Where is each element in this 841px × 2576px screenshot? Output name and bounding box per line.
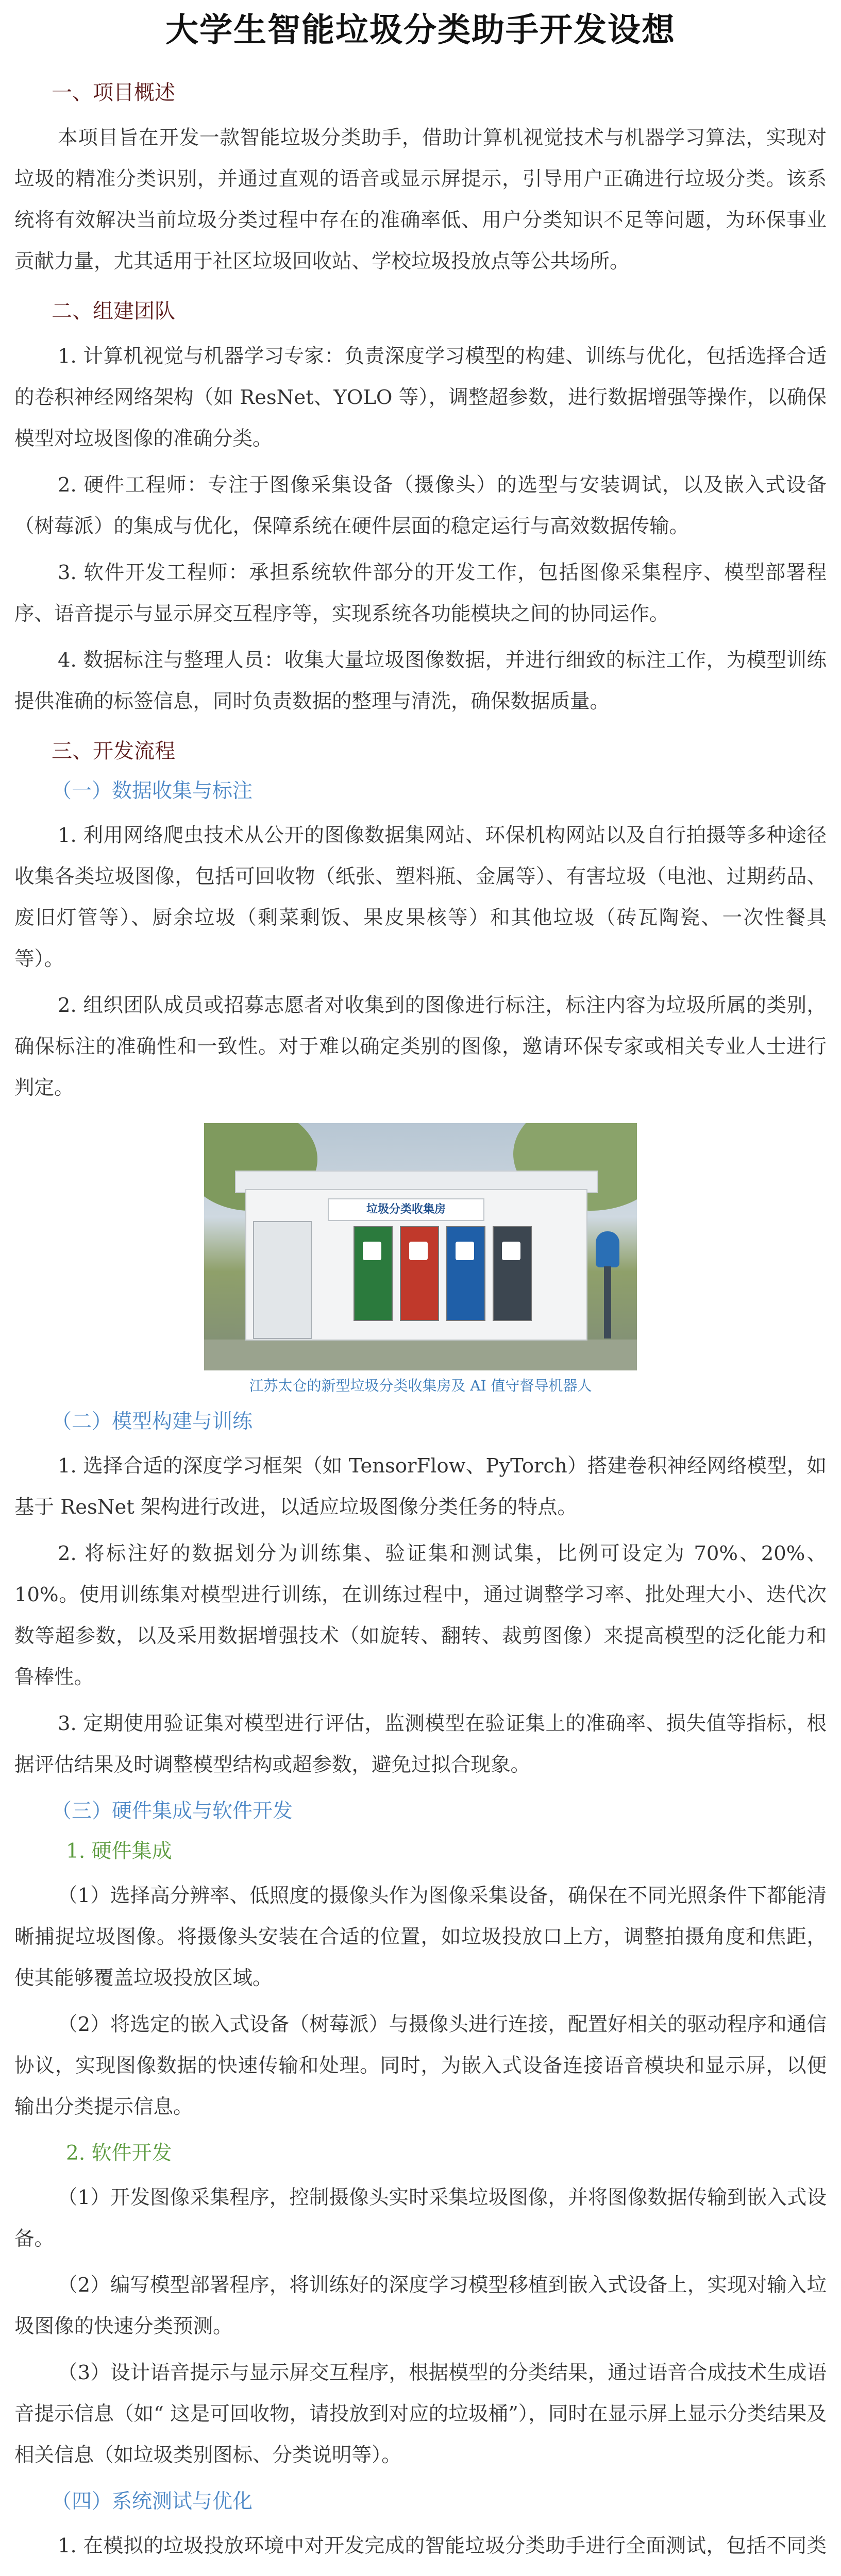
subheading-model-training: （二）模型构建与训练: [52, 1410, 253, 1433]
subheading-software: 2. 软件开发: [66, 2142, 172, 2165]
bin-hazardous: [400, 1226, 439, 1321]
recycle-icon: [363, 1242, 381, 1260]
robot-icon: [596, 1231, 619, 1267]
subheading-testing: （四）系统测试与优化: [52, 2490, 253, 2513]
subheading-hw-sw: （三）硬件集成与软件开发: [52, 1800, 293, 1823]
section-heading-process: 三、开发流程: [52, 739, 175, 763]
other-waste-icon: [502, 1242, 520, 1260]
hardware-paragraph-1: （1）选择高分辨率、低照度的摄像头作为图像采集设备，确保在不同光照条件下都能清晰捕捉垃圾图像。将摄像头安装在合适的位置，如垃圾投放口上方，调整拍摄角度和焦距，使其能够覆盖垃圾投放区域。: [14, 1884, 827, 1990]
subheading-data-collection: （一）数据收集与标注: [52, 779, 253, 803]
team-paragraph-4: 4. 数据标注与整理人员：收集大量垃圾图像数据，并进行细致的标注工作，为模型训练提供准确的标签信息，同时负责数据的整理与清洗，确保数据质量。: [14, 649, 827, 713]
hardware-paragraph-2: （2）将选定的嵌入式设备（树莓派）与摄像头进行连接，配置好相关的驱动程序和通信协议，实现图像数据的快速传输和处理。同时，为嵌入式设备连接语音模块和显示屏，以便输出分类提示信息。: [14, 2013, 827, 2119]
model-paragraph-3: 3. 定期使用验证集对模型进行评估，监测模型在验证集上的准确率、损失值等指标，根据评估结果及时调整模型结构或超参数，避免过拟合现象。: [14, 1712, 827, 1776]
team-paragraph-1: 1. 计算机视觉与机器学习专家：负责深度学习模型的构建、训练与优化，包括选择合适的卷积神经网络架构（如 ResNet、YOLO 等），调整超参数，进行数据增强等操作，以确保模型对垃圾图像的准确分类。: [14, 345, 827, 450]
software-paragraph-2: （2）编写模型部署程序，将训练好的深度学习模型移植到嵌入式设备上，实现对输入垃圾图像的快速分类预测。: [14, 2274, 827, 2338]
photo-caption: 江苏太仓的新型垃圾分类收集房及 AI 值守督导机器人: [249, 1377, 592, 1394]
document-title: 大学生智能垃圾分类助手开发设想: [165, 11, 676, 49]
subheading-hardware: 1. 硬件集成: [66, 1840, 172, 1863]
data-collection-paragraph-1: 1. 利用网络爬虫技术从公开的图像数据集网站、环保机构网站以及自行拍摄等多种途径收集各类垃圾图像，包括可回收物（纸张、塑料瓶、金属等）、有害垃圾（电池、过期药品、废旧灯管等）、厨余垃圾（剩菜剩饭、果皮果核等）和其他垃圾（砖瓦陶瓷、一次性餐具等）。: [14, 824, 827, 971]
robot-stand: [604, 1266, 611, 1338]
kiosk-photo: [204, 1123, 637, 1370]
section-heading-team: 二、组建团队: [52, 299, 175, 323]
kitchen-waste-icon: [456, 1242, 474, 1260]
model-paragraph-2: 2. 将标注好的数据划分为训练集、验证集和测试集，比例可设定为 70%、20%、10%。使用训练集对模型进行训练，在训练过程中，通过调整学习率、批处理大小、迭代次数等超参数，以及采用数据增强技术（如旋转、翻转、裁剪图像）来提高模型的泛化能力和鲁棒性。: [14, 1542, 827, 1689]
team-paragraph-3: 3. 软件开发工程师：承担系统软件部分的开发工作，包括图像采集程序、模型部署程序、语音提示与显示屏交互程序等，实现系统各功能模块之间的协同运作。: [14, 561, 827, 625]
bin-recyclable: [354, 1226, 393, 1321]
overview-paragraph: 本项目旨在开发一款智能垃圾分类助手，借助计算机视觉技术与机器学习算法，实现对垃圾的精准分类识别，并通过直观的语音或显示屏提示，引导用户正确进行垃圾分类。该系统将有效解决当前垃圾分类过程中存在的准确率低、用户分类知识不足等问题，为环保事业贡献力量，尤其适用于社区垃圾回收站、学校垃圾投放点等公共场所。: [14, 126, 827, 273]
software-paragraph-3: （3）设计语音提示与显示屏交互程序，根据模型的分类结果，通过语音合成技术生成语音提示信息（如“ 这是可回收物，请投放到对应的垃圾桶”），同时在显示屏上显示分类结果及相关信息（如垃圾类别图标、分类说明等）。: [14, 2361, 827, 2467]
kiosk-door: [253, 1221, 312, 1339]
team-paragraph-2: 2. 硬件工程师：专注于图像采集设备（摄像头）的选型与安装调试，以及嵌入式设备（树莓派）的集成与优化，保障系统在硬件层面的稳定运行与高效数据传输。: [14, 473, 827, 538]
software-paragraph-1: （1）开发图像采集程序，控制摄像头实时采集垃圾图像，并将图像数据传输到嵌入式设备。: [14, 2186, 827, 2250]
ground: [204, 1340, 637, 1370]
hazard-icon: [409, 1242, 428, 1260]
testing-paragraph-1: 1. 在模拟的垃圾投放环境中对开发完成的智能垃圾分类助手进行全面测试，包括不同类: [58, 2534, 827, 2557]
data-collection-paragraph-2: 2. 组织团队成员或招募志愿者对收集到的图像进行标注，标注内容为垃圾所属的类别，确保标注的准确性和一致性。对于难以确定类别的图像，邀请环保专家或相关专业人士进行判定。: [14, 994, 827, 1099]
kiosk-sign: 垃圾分类收集房: [328, 1198, 484, 1221]
model-paragraph-1: 1. 选择合适的深度学习框架（如 TensorFlow、PyTorch）搭建卷积神经网络模型，如基于 ResNet 架构进行改进，以适应垃圾图像分类任务的特点。: [14, 1454, 827, 1519]
bin-other: [493, 1226, 532, 1321]
bin-kitchen: [446, 1226, 485, 1321]
section-heading-overview: 一、项目概述: [52, 81, 175, 105]
